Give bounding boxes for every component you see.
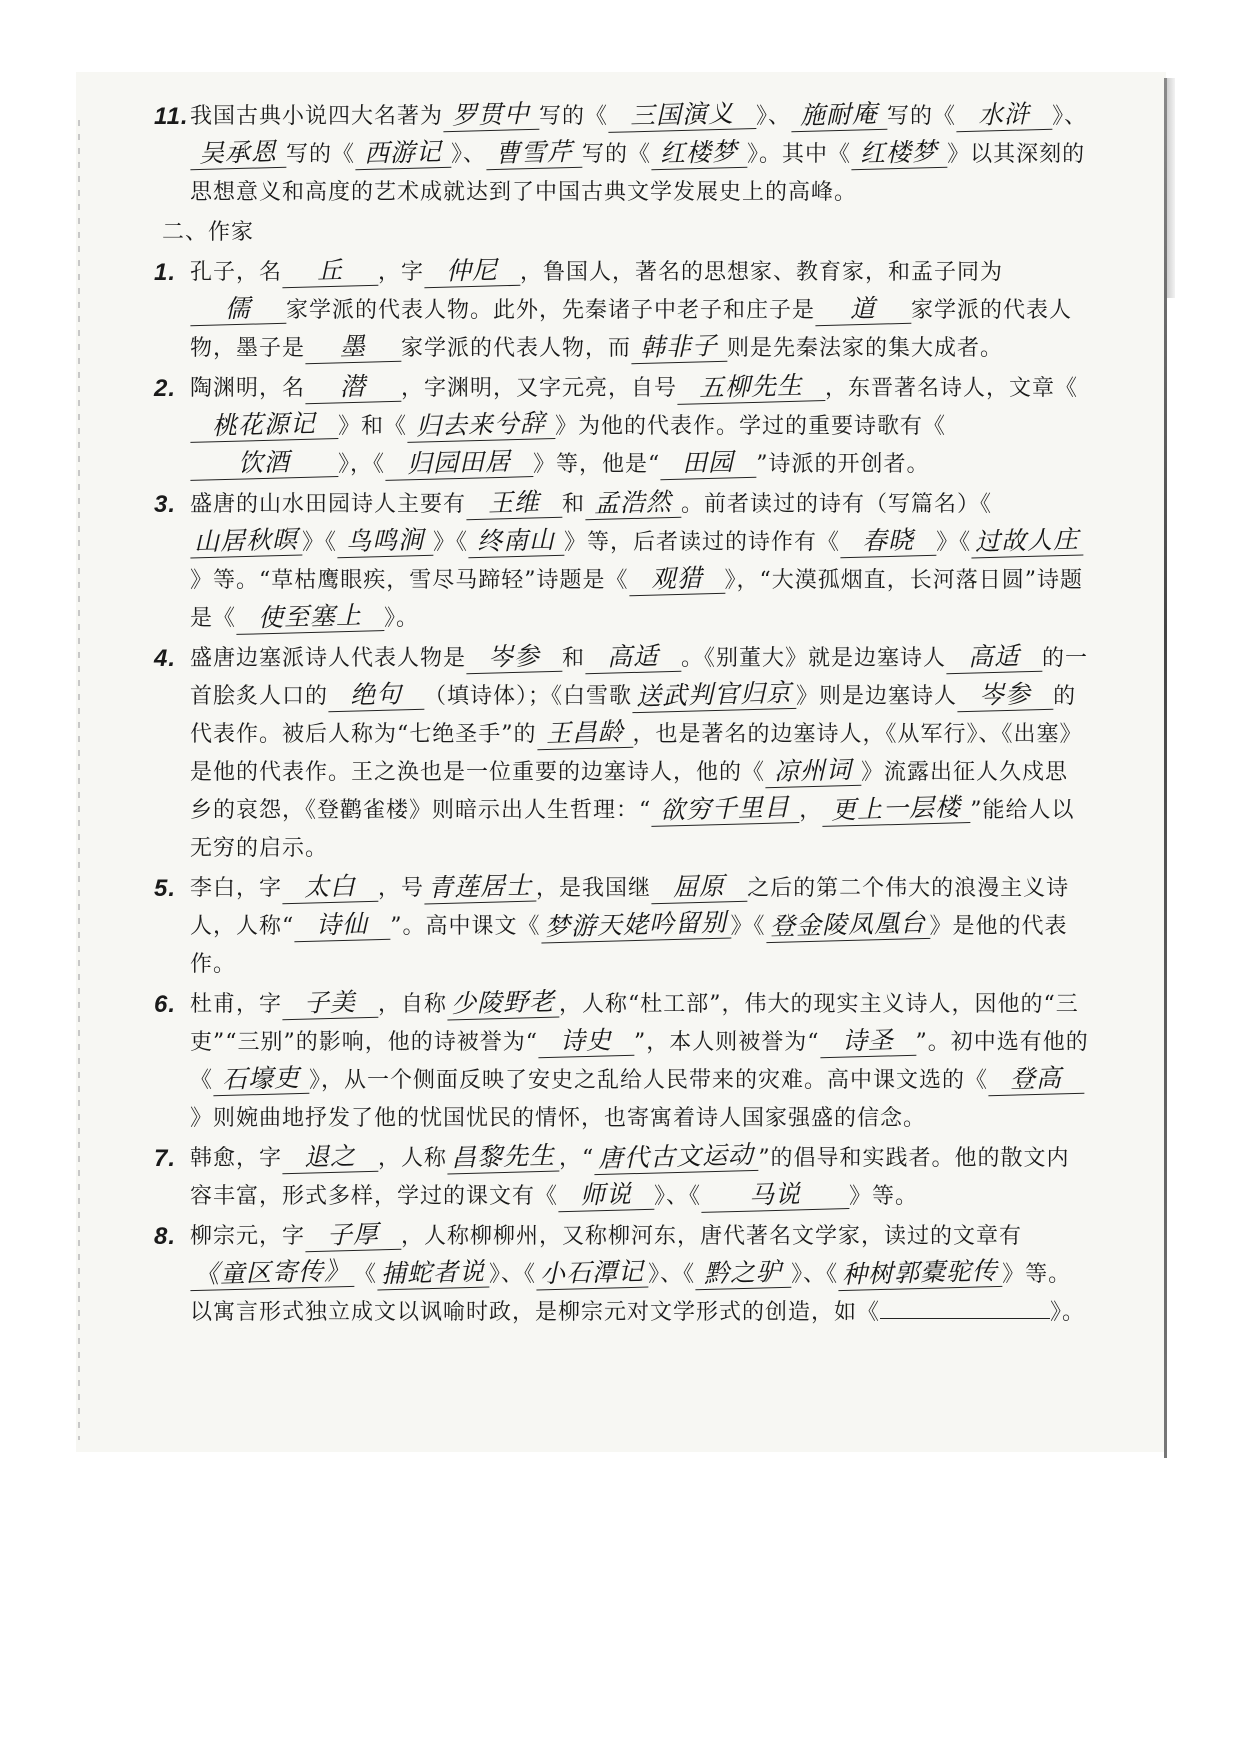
question-7: 7. 韩愈，字 退之 ，人称 昌黎先生 ，“ 唐代古文运动 ”的倡导和实践者。他的散文内容丰富，形式多样，学过的课文有《 师说 》、《 马说 》等。 <box>190 1140 1090 1216</box>
handwritten-answer: 山居秋暝 <box>190 525 303 559</box>
question-11: 11. 我国古典小说四大名著为 罗贯中 写的《 三国演义 》、 施耐庵 写的《 水浒 》、吴承恩 写的《 西游记 》、 曹雪芹 写的《 红楼梦 》。其中《 红楼梦 》以其深刻的思想意义和高度的艺术成就达到了中国古典文学发展史上的高峰。 <box>154 98 1088 205</box>
handwritten-answer: 送武判官归京 <box>632 678 797 713</box>
question-8: 8. 柳宗元，字 子厚 ，人称柳柳州，又称柳河东，唐代著名文学家，读过的文章有《童区寄传》 《 捕蛇者说 》、《 小石潭记 》、《 黔之驴 》、《 种树郭橐驼传 》等。以寓言形式独立成文以讽喻时政，是柳宗元对文学形式的创造，如《 》。 <box>154 1219 1086 1325</box>
handwritten-answer: 观猎 <box>628 563 725 597</box>
handwritten-answer: 捕蛇者说 <box>377 1257 490 1291</box>
question-1: 1. 孔子，名 丘 ，字 仲尼 ，鲁国人，著名的思想家、教育家，和孟子同为儒 家学派的代表人物。此外，先秦诸子中老子和庄子是 道 家学派的代表人物，墨子是 墨 家学派的代表人物，而 韩非子 则是先秦法家的集大成者。 <box>190 254 1090 368</box>
handwritten-answer: 登高 <box>988 1063 1085 1097</box>
handwritten-answer: 饮酒 <box>190 446 339 481</box>
handwritten-answer: 终南山 <box>468 525 565 559</box>
section-heading: 二、作家 <box>162 220 255 245</box>
handwritten-answer: 桃花源记 <box>190 408 339 443</box>
handwritten-answer: 屈原 <box>651 871 748 905</box>
question-number: 4. <box>154 645 177 672</box>
handwritten-answer: 高适 <box>585 641 682 675</box>
handwritten-answer: 归园田居 <box>385 446 534 481</box>
handwritten-answer: 绝句 <box>328 679 425 713</box>
handwritten-answer: 鸟鸣涧 <box>337 525 434 559</box>
handwritten-answer: 三国演义 <box>608 98 757 133</box>
handwritten-answer: 更上一层楼 <box>822 792 971 827</box>
handwritten-answer: 太白 <box>282 871 379 905</box>
handwritten-answer: 道 <box>815 293 912 327</box>
handwritten-answer: 罗贯中 <box>443 99 540 133</box>
question-number: 3. <box>154 491 177 518</box>
question-5: 5. 李白，字 太白 ，号 青莲居士 ，是我国继 屈原 之后的第二个伟大的浪漫主义诗人，人称“ 诗仙 ”。高中课文《 梦游天姥吟留别 》《 登金陵凤凰台 》是他的代表作。 <box>154 870 1070 977</box>
handwritten-answer: 师说 <box>558 1179 655 1213</box>
question-number: 2. <box>154 375 177 402</box>
handwritten-answer: 过故人庄 <box>971 525 1084 559</box>
handwritten-answer: 水浒 <box>956 99 1053 133</box>
handwritten-answer: 梦游天姥吟留别 <box>540 908 731 944</box>
handwritten-answer: 马说 <box>701 1178 850 1213</box>
question-4: 4. 盛唐边塞派诗人代表人物是 岑参 和 高适 。《别董大》就是边塞诗人 高适 的一首脍炙人口的 绝句 （填诗体）；《白雪歌 送武判官归京 》则是边塞诗人 岑参 的代表作。被后人称为“七绝圣手”的 王昌龄 ，也是著名的边塞诗人，《从军行》、《出塞》是他的代表作。王之涣也是一位重要的边塞诗人，他的《 凉州词 》流露出征人久戍思乡的哀怨，《登鹳雀楼》则暗示出人生哲理：“ 欲穷千里目 ， 更上一层楼 ”能给人以无穷的启示。 <box>154 641 1089 861</box>
handwritten-answer: 登金陵凤凰台 <box>765 908 930 943</box>
handwritten-answer: 昌黎先生 <box>447 1141 560 1175</box>
handwritten-answer: 田园 <box>660 447 757 481</box>
handwritten-answer: 五柳先生 <box>677 370 826 405</box>
question-number: 8. <box>154 1223 177 1250</box>
paper-fold-shadow <box>1167 78 1175 298</box>
handwritten-answer: 子美 <box>282 987 379 1021</box>
handwritten-answer: 儒 <box>190 293 287 327</box>
handwritten-answer: 退之 <box>282 1141 379 1175</box>
handwritten-answer: 黔之驴 <box>695 1257 792 1291</box>
handwritten-answer: 红楼梦 <box>651 137 748 171</box>
question-2: 2. 陶渊明，名 潜 ，字渊明，又字元亮，自号 五柳先生 ，东晋著名诗人，文章《桃花源记 》和《 归去来兮辞 》为他的代表作。学过的重要诗歌有《饮酒 》，《 归园田居 》等，他是“ 田园 ”诗派的开创者。 <box>190 370 1090 484</box>
handwritten-answer: 岑参 <box>957 679 1054 713</box>
question-number: 6. <box>154 991 177 1018</box>
handwritten-answer: 西游记 <box>355 137 452 171</box>
worksheet-content <box>154 98 1090 1334</box>
question-number: 11. <box>154 103 189 130</box>
handwritten-answer: 王维 <box>466 487 563 521</box>
handwritten-answer: 王昌龄 <box>536 717 633 751</box>
handwritten-answer: 孟浩然 <box>585 487 682 521</box>
question-number: 1. <box>154 259 177 286</box>
handwritten-answer: 韩非子 <box>631 331 728 365</box>
handwritten-answer: 丘 <box>282 255 379 289</box>
empty-answer-blank <box>880 1296 1050 1319</box>
handwritten-answer: 诗圣 <box>819 1025 916 1059</box>
handwritten-answer: 小石潭记 <box>536 1257 649 1291</box>
handwritten-answer: 使至塞上 <box>236 600 385 635</box>
handwritten-answer: 少陵野老 <box>447 987 560 1021</box>
handwritten-answer: 唐代古文运动 <box>594 1140 759 1175</box>
question-3: 3. 盛唐的山水田园诗人主要有 王维 和 孟浩然 。前者读过的诗有（写篇名）《山居秋暝 》《 鸟鸣涧 》《 终南山 》等，后者读过的诗作有《 春晓 》《 过故人庄》等。“草枯鹰眼疾，雪尽马蹄轻”诗题是《 观猎 》，“大漠孤烟直，长河落日圆”诗题是《 使至塞上 》。 <box>190 486 1090 638</box>
handwritten-answer: 高适 <box>946 641 1043 675</box>
handwritten-answer: 曹雪芹 <box>486 137 583 171</box>
handwritten-answer: 墨 <box>305 331 402 365</box>
handwritten-answer: 种树郭橐驼传 <box>838 1256 1003 1291</box>
handwritten-answer: 石壕吏 <box>213 1063 310 1097</box>
handwritten-answer: 吴承恩 <box>190 137 287 171</box>
question-number: 5. <box>154 875 177 902</box>
handwritten-answer: 归去来兮辞 <box>407 408 556 443</box>
handwritten-answer: 岑参 <box>466 641 563 675</box>
handwritten-answer: 仲尼 <box>424 255 521 289</box>
handwritten-answer: 潜 <box>305 371 402 405</box>
handwritten-answer: 《童区寄传》 <box>190 1256 355 1291</box>
handwritten-answer: 诗仙 <box>294 909 391 943</box>
handwritten-answer: 子厚 <box>305 1219 402 1253</box>
handwritten-answer: 欲穷千里目 <box>651 792 800 827</box>
question-number: 7. <box>154 1145 177 1172</box>
handwritten-answer: 施耐庵 <box>791 99 888 133</box>
handwritten-answer: 凉州词 <box>765 755 862 789</box>
handwritten-answer: 红楼梦 <box>851 137 948 171</box>
handwritten-answer: 春晓 <box>840 525 937 559</box>
question-6: 6. 杜甫，字 子美 ，自称 少陵野老 ，人称“杜工部”，伟大的现实主义诗人，因他的“三吏”“三别”的影响，他的诗被誉为“ 诗史 ”，本人则被誉为“ 诗圣 ”。初中选有他的《 石壕吏 》，从一个侧面反映了安史之乱给人民带来的灾难。高中课文选的《 登高》则婉曲地抒发了他的忧国忧民的情怀，也寄寓着诗人国家强盛的信念。 <box>154 986 1089 1131</box>
paper-left-edge <box>78 120 80 1440</box>
handwritten-answer: 诗史 <box>538 1025 635 1059</box>
handwritten-answer: 青莲居士 <box>424 871 537 905</box>
